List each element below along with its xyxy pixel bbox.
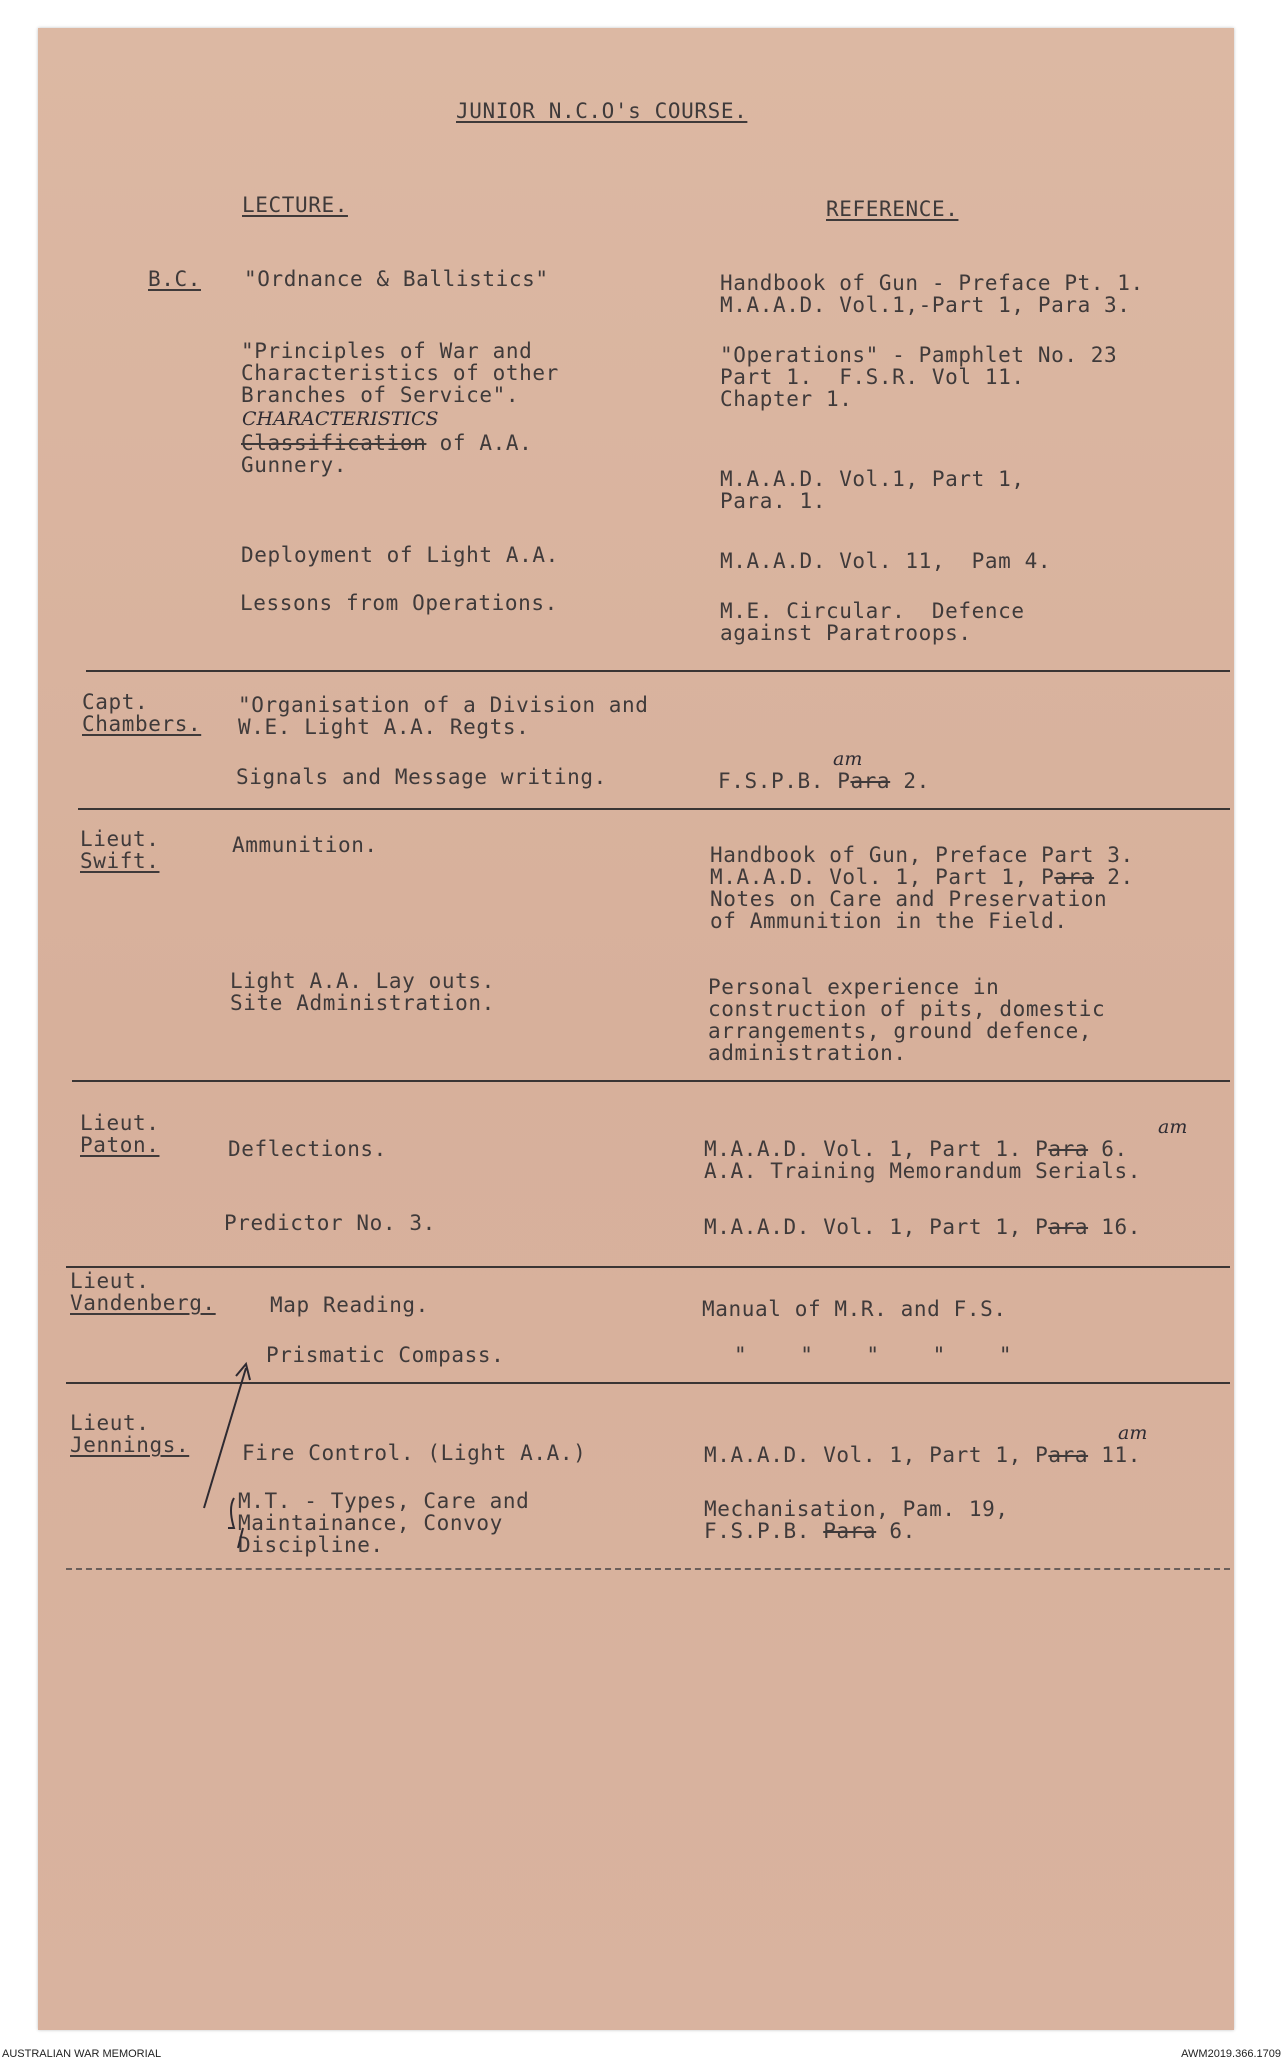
lecture-line: Deflections. xyxy=(228,1137,387,1161)
lecture-line: Characteristics of other xyxy=(241,361,559,385)
lecture-line: Gunnery. xyxy=(241,453,347,477)
reference-line xyxy=(704,1444,1141,1466)
lecture-line: Light A.A. Lay outs. xyxy=(230,969,495,993)
reference-line: M.A.A.D. Vol.1,-Part 1, Para 3. xyxy=(720,293,1131,317)
lecturer-bc: B.C. xyxy=(148,267,201,291)
lecture-line: Prismatic Compass. xyxy=(266,1343,505,1367)
reference-header: REFERENCE. xyxy=(826,197,959,221)
section-rule xyxy=(66,1266,1230,1268)
lecture-line: Lessons from Operations. xyxy=(240,591,558,615)
reference-line: Part 1. F.S.R. Vol 11. xyxy=(720,365,1025,389)
struck-word: ara xyxy=(1048,1443,1089,1467)
struck-word: ara xyxy=(1048,1215,1089,1239)
lecture-line: Branches of Service". xyxy=(241,383,520,407)
section-rule xyxy=(66,1382,1230,1384)
lecture-ordnance: "Ordnance & Ballistics" xyxy=(244,267,549,291)
lecture-line: Site Administration. xyxy=(230,991,495,1015)
reference-line: of Ammunition in the Field. xyxy=(710,909,1068,933)
reference-line: Manual of M.R. and F.S. xyxy=(702,1297,1007,1321)
handwritten-correction: CHARACTERISTICS xyxy=(242,408,439,430)
document-sheet xyxy=(38,28,1234,2030)
footer-source: AUSTRALIAN WAR MEMORIAL xyxy=(2,2048,162,2060)
footer-reference-id: AWM2019.366.1709 xyxy=(1181,2048,1281,2060)
reference-line: "Operations" - Pamphlet No. 23 xyxy=(720,343,1118,367)
reference-line xyxy=(718,770,930,792)
reference-line: Para. 1. xyxy=(720,489,826,513)
reference-text: 16. xyxy=(1088,1215,1142,1239)
lecturer-title: Lieut. xyxy=(80,827,160,851)
struck-word: ara xyxy=(850,769,891,793)
lecture-header: LECTURE. xyxy=(242,193,348,217)
reference-text: 6. xyxy=(876,1519,916,1543)
reference-line xyxy=(704,1138,1128,1160)
lecturer-title: Lieut. xyxy=(80,1111,160,1135)
lecture-line: Deployment of Light A.A. xyxy=(241,543,559,567)
section-rule-end xyxy=(66,1568,1230,1570)
reference-text: 11. xyxy=(1088,1443,1142,1467)
lecture-line: Discipline. xyxy=(238,1533,384,1557)
reference-text: M.A.A.D. Vol. 1, Part 1, P xyxy=(704,1215,1049,1239)
reference-text: 2. xyxy=(1094,865,1134,889)
lecturer-name: Paton. xyxy=(80,1133,160,1157)
lecturer-title: Lieut. xyxy=(70,1411,150,1435)
lecturer-name: Vandenberg. xyxy=(70,1291,216,1315)
lecture-line: Signals and Message writing. xyxy=(236,765,607,789)
reference-line xyxy=(710,866,1134,888)
reference-text: 2. xyxy=(890,769,930,793)
reference-line: Chapter 1. xyxy=(720,387,853,411)
lecturer-name: Chambers. xyxy=(82,712,202,736)
lecture-line: M.T. - Types, Care and xyxy=(238,1489,530,1513)
reference-text: M.A.A.D. Vol. 1, Part 1, P xyxy=(704,1443,1049,1467)
section-rule xyxy=(86,670,1230,672)
struck-word: ara xyxy=(1048,1137,1089,1161)
reference-line: against Paratroops. xyxy=(720,621,972,645)
struck-word: Classification xyxy=(241,431,427,455)
reference-line: Personal experience in xyxy=(708,975,1000,999)
lecturer-title: Capt. xyxy=(82,690,149,714)
lecture-line: Maintainance, Convoy xyxy=(238,1511,503,1535)
reference-line xyxy=(704,1216,1141,1238)
handwritten-am: am xyxy=(1118,1422,1148,1444)
lecture-line xyxy=(241,432,532,454)
reference-line: M.A.A.D. Vol.1, Part 1, xyxy=(720,467,1025,491)
lecturer-name: Swift. xyxy=(80,849,160,873)
lecturer-name: Jennings. xyxy=(70,1433,190,1457)
reference-text: F.S.P.B. xyxy=(704,1519,824,1543)
struck-word: Para xyxy=(823,1519,877,1543)
lecture-line: "Organisation of a Division and xyxy=(238,693,649,717)
handwritten-arrow xyxy=(38,28,1234,1628)
reference-line xyxy=(704,1520,916,1542)
lecture-text: of A.A. xyxy=(426,431,533,455)
reference-line: administration. xyxy=(708,1041,907,1065)
reference-line: Handbook of Gun, Preface Part 3. xyxy=(710,843,1134,867)
reference-text: F.S.P.B. P xyxy=(718,769,851,793)
handwritten-am: am xyxy=(833,748,863,770)
lecture-line: W.E. Light A.A. Regts. xyxy=(238,715,530,739)
ditto-marks: " " " " " xyxy=(734,1343,1013,1367)
reference-line: A.A. Training Memorandum Serials. xyxy=(704,1159,1142,1183)
section-rule xyxy=(78,808,1230,810)
lecture-line: Ammunition. xyxy=(232,833,378,857)
reference-text: M.A.A.D. Vol. 1, Part 1. P xyxy=(704,1137,1049,1161)
reference-line: Notes on Care and Preservation xyxy=(710,887,1108,911)
lecture-line: Map Reading. xyxy=(270,1293,429,1317)
lecturer-title: Lieut. xyxy=(70,1269,150,1293)
reference-line: M.A.A.D. Vol. 11, Pam 4. xyxy=(720,549,1052,573)
reference-text: M.A.A.D. Vol. 1, Part 1, P xyxy=(710,865,1055,889)
reference-line: construction of pits, domestic xyxy=(708,997,1106,1021)
lecture-line: Predictor No. 3. xyxy=(224,1211,436,1235)
struck-word: ara xyxy=(1054,865,1095,889)
lecture-line: "Principles of War and xyxy=(241,339,533,363)
handwritten-am: am xyxy=(1158,1116,1188,1138)
lecture-line: Fire Control. (Light A.A.) xyxy=(242,1441,587,1465)
reference-line: arrangements, ground defence, xyxy=(708,1019,1093,1043)
document-title: JUNIOR N.C.O's COURSE. xyxy=(456,99,748,123)
reference-line: Mechanisation, Pam. 19, xyxy=(704,1497,1009,1521)
section-rule xyxy=(72,1080,1230,1082)
reference-line: M.E. Circular. Defence xyxy=(720,599,1025,623)
reference-line: Handbook of Gun - Preface Pt. 1. xyxy=(720,271,1144,295)
reference-text: 6. xyxy=(1088,1137,1128,1161)
